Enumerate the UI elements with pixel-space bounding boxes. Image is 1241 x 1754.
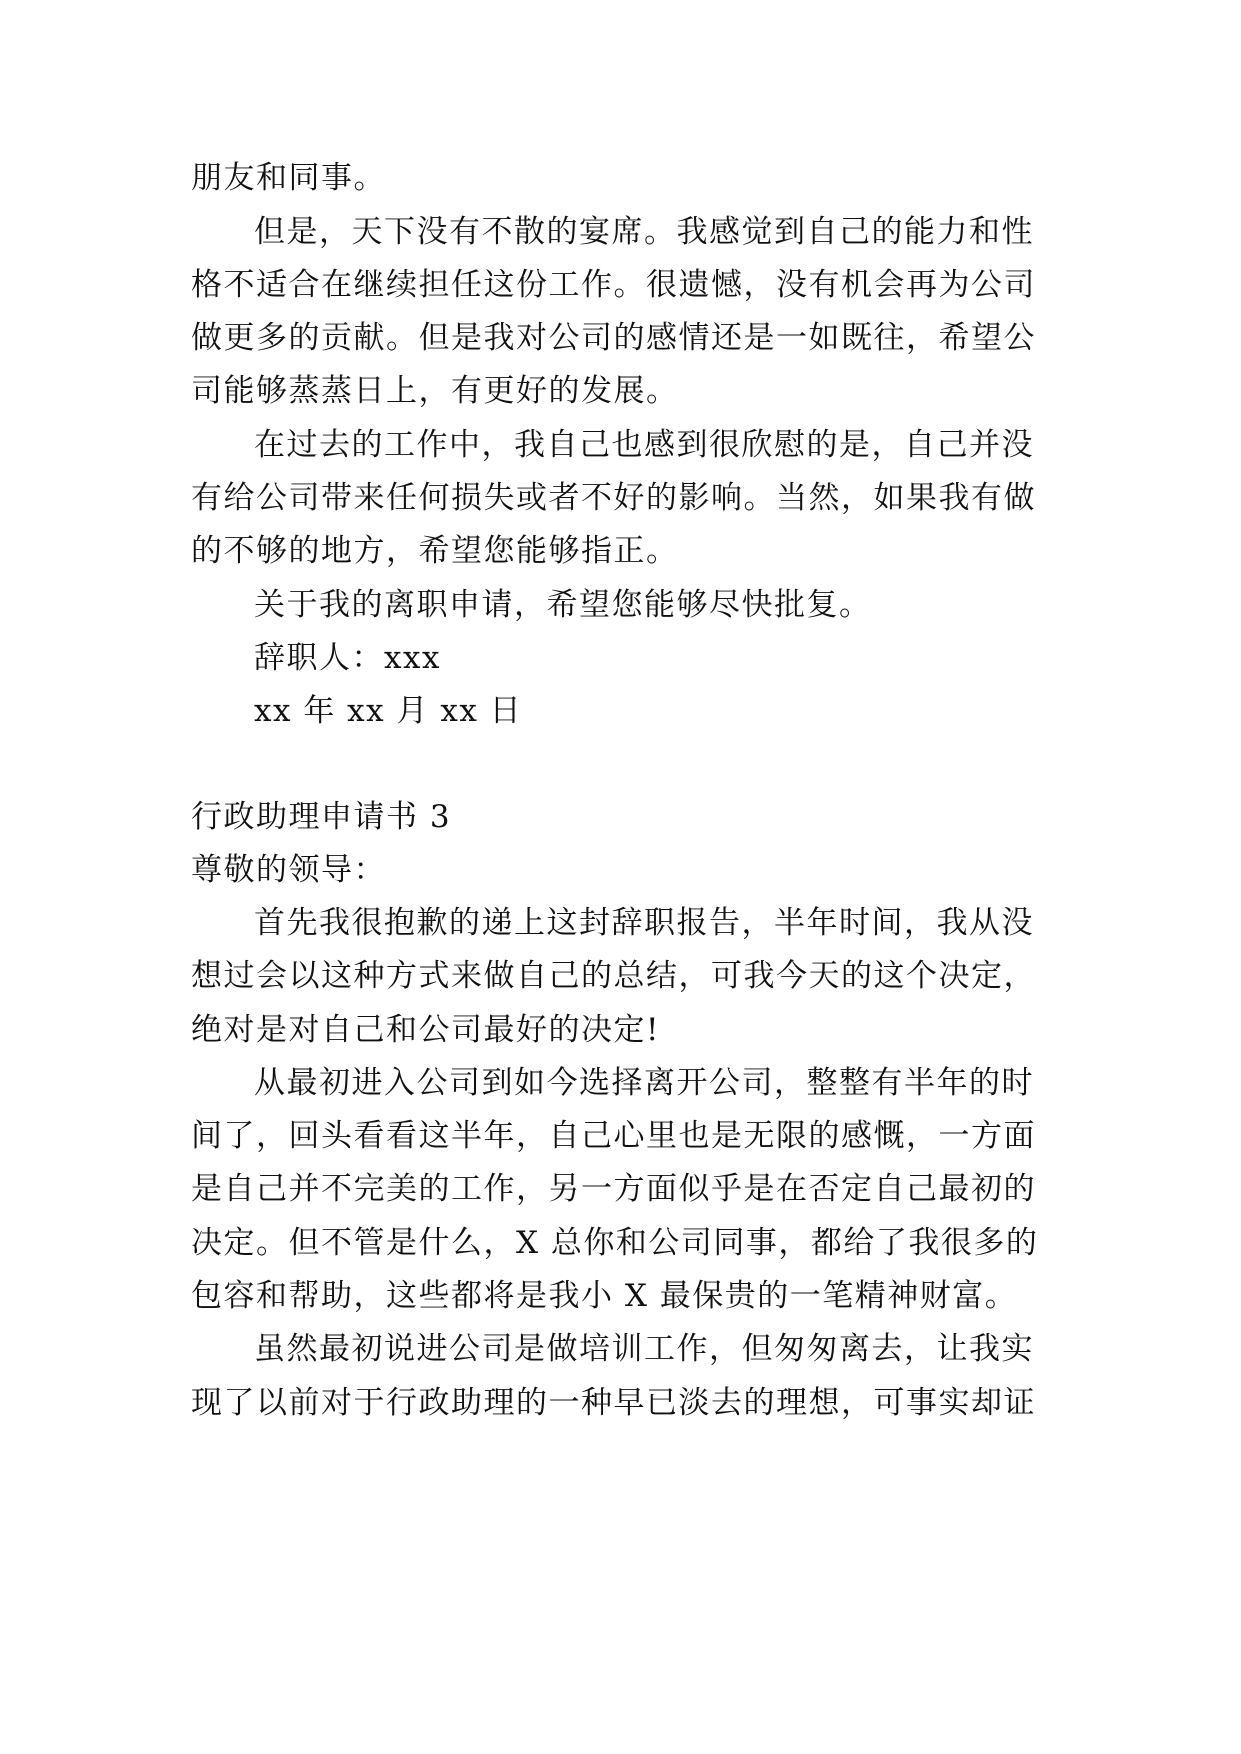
paragraph-line: 首先我很抱歉的递上这封辞职报告，半年时间，我从没 xyxy=(254,905,1034,941)
paragraph-line: 现了以前对于行政助理的一种早已淡去的理想，可事实却证 xyxy=(191,1385,1036,1421)
paragraph-line: 虽然最初说进公司是做培训工作，但匆匆离去，让我实 xyxy=(254,1331,1034,1367)
paragraph-line: 做更多的贡献。但是我对公司的感情还是一如既往，希望公 xyxy=(191,320,1036,356)
paragraph-line: 司能够蒸蒸日上，有更好的发展。 xyxy=(191,373,679,409)
paragraph-line: 决定。但不管是什么，X 总你和公司同事，都给了我很多的 xyxy=(191,1225,1039,1261)
paragraph-line: 朋友和同事。 xyxy=(191,160,386,196)
paragraph-line: 的不够的地方，希望您能够指正。 xyxy=(191,533,679,569)
paragraph-line: 绝对是对自己和公司最好的决定! xyxy=(191,1012,660,1048)
paragraph-line: 有给公司带来任何损失或者不好的影响。当然，如果我有做 xyxy=(191,480,1036,516)
paragraph-line: 在过去的工作中，我自己也感到很欣慰的是，自己并没 xyxy=(254,427,1034,463)
paragraph-line: 格不适合在继续担任这份工作。很遗憾，没有机会再为公司 xyxy=(191,267,1036,303)
paragraph-line: 但是，天下没有不散的宴席。我感觉到自己的能力和性 xyxy=(254,214,1034,250)
salutation: 尊敬的领导： xyxy=(191,852,386,888)
paragraph-line: 间了，回头看看这半年，自己心里也是无限的感慨，一方面 xyxy=(191,1118,1036,1154)
paragraph-line: 想过会以这种方式来做自己的总结，可我今天的这个决定， xyxy=(191,958,1036,994)
signature-name: 辞职人：xxx xyxy=(254,640,441,676)
signature-date: xx 年 xx 月 xx 日 xyxy=(254,693,523,729)
paragraph-line: 关于我的离职申请，希望您能够尽快批复。 xyxy=(254,587,872,623)
paragraph-line: 是自己并不完美的工作，另一方面似乎是在否定自己最初的 xyxy=(191,1171,1036,1207)
paragraph-line: 包容和帮助，这些都将是我小 X 最保贵的一笔精神财富。 xyxy=(191,1278,1018,1314)
paragraph-line: 从最初进入公司到如今选择离开公司，整整有半年的时 xyxy=(254,1065,1034,1101)
section-title: 行政助理申请书 3 xyxy=(191,799,452,835)
